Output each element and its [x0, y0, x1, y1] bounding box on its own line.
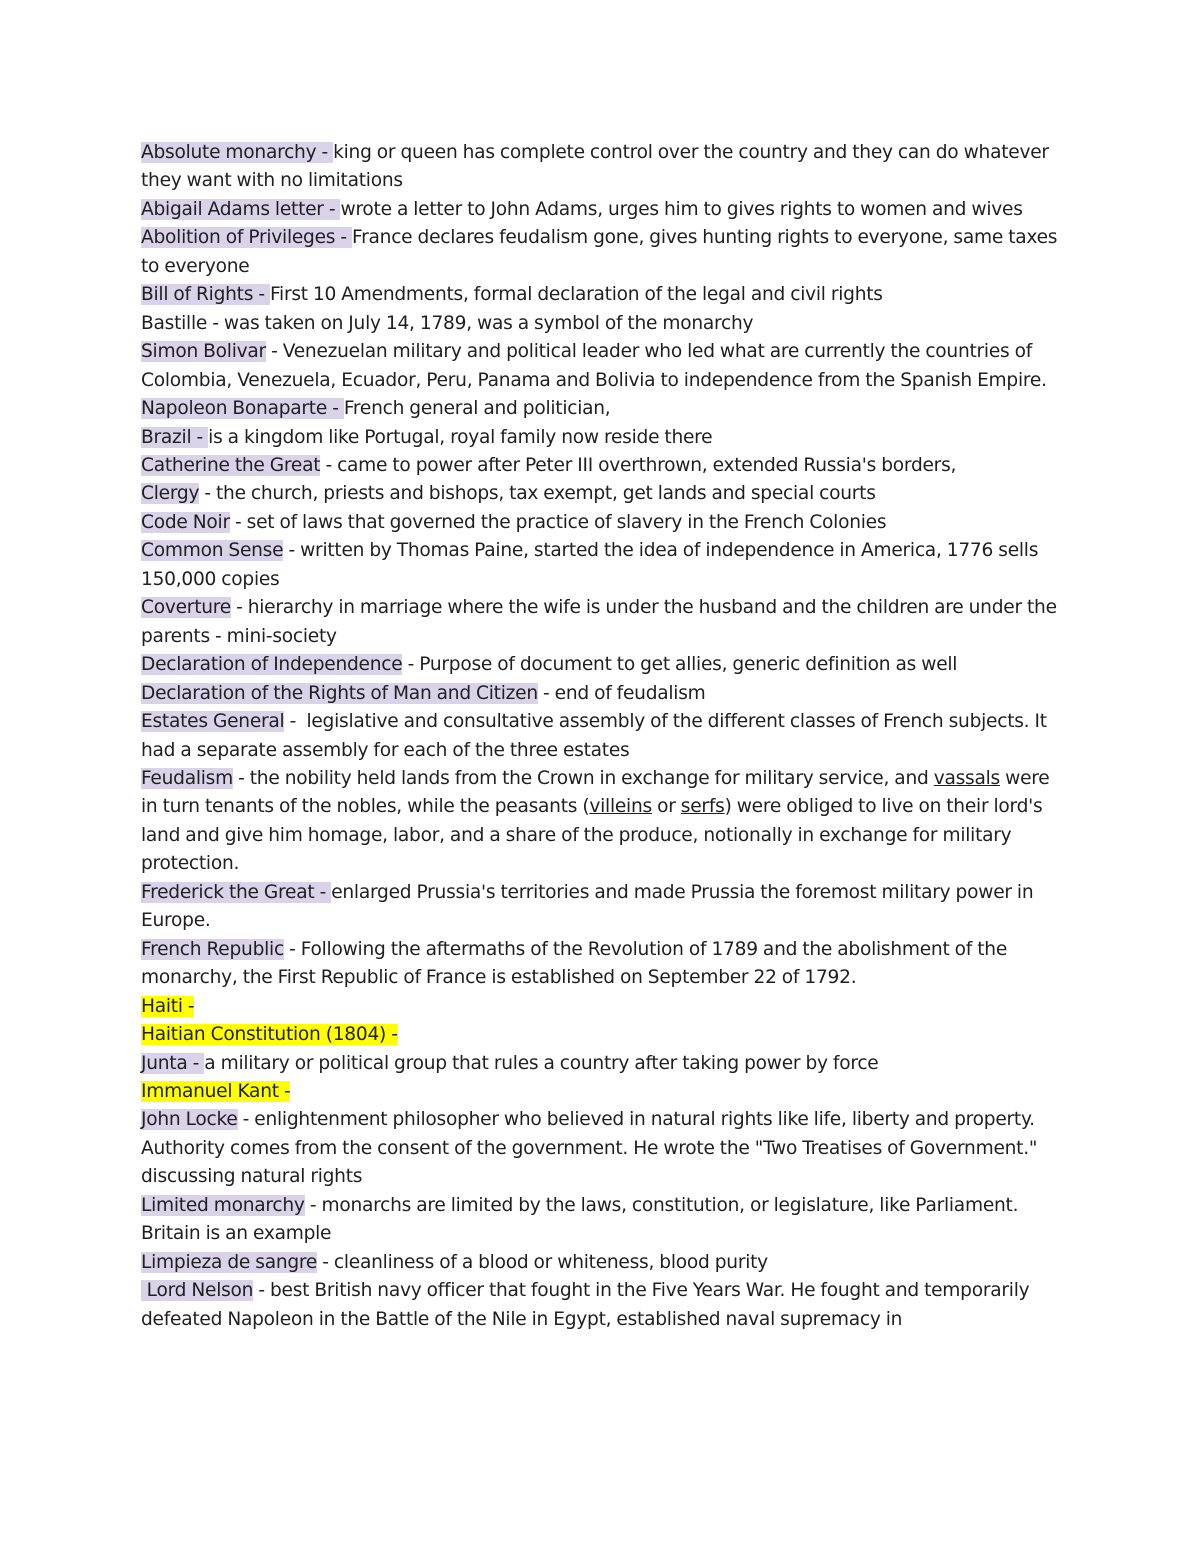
glossary-entry: Simon Bolivar - Venezuelan military and political leader who led what are currently the countries of Colombia, Venezuela, Ecuador, Peru, Panama and Bolivia to independence from the Spanish Empire.	[141, 341, 1047, 391]
glossary-term: Lord Nelson	[141, 1280, 254, 1302]
glossary-entry: Lord Nelson - best British navy officer that fought in the Five Years War. He fought and temporarily defeated Napoleon in the Battle of the Nile in Egypt, established naval supremacy in	[141, 1280, 1030, 1330]
glossary-definition: monarchs are limited by the laws, constitution, or legislature, like Parliament. Britain is an example	[141, 1194, 1019, 1245]
glossary-entry	[141, 1050, 1066, 1078]
glossary-entry: Limited monarchy - monarchs are limited by the laws, constitution, or legislature, like Parliament. Britain is an example	[141, 1194, 1019, 1245]
glossary-entry: Estates General - legislative and consultative assembly of the different classes of French subjects. It had a separate assembly for each of the three estates	[141, 711, 1047, 761]
glossary-entry: French Republic - Following the aftermaths of the Revolution of 1789 and the abolishment of the monarchy, the First Republic of France is established on September 22 of 1792.	[141, 938, 1008, 989]
glossary-term: French Republic	[141, 938, 284, 960]
glossary-term: Bill of Rights -	[141, 284, 270, 306]
glossary-term: John Locke	[141, 1109, 238, 1131]
glossary-term: Bastille -	[141, 312, 224, 334]
underlined-term: vassals	[933, 767, 1000, 789]
glossary-term: Simon Bolivar	[141, 341, 266, 363]
glossary-definition: end of feudalism	[554, 682, 706, 704]
glossary-definition: French general and politician,	[343, 398, 611, 420]
glossary-entry	[141, 1021, 1066, 1049]
glossary-definition: written by Thomas Paine, started the idea of independence in America, 1776 sells 150,000 copies	[141, 540, 1039, 590]
glossary-definition: was taken on July 14, 1789, was a symbol of the monarchy	[223, 312, 754, 334]
glossary-term: Immanuel Kant -	[141, 1080, 291, 1102]
glossary-definition: enlarged Prussia's territories and made Prussia the foremost military power in Europe.	[141, 881, 1034, 932]
glossary-term: Napoleon Bonaparte -	[141, 398, 344, 420]
glossary-entry: Clergy - the church, priests and bishops, tax exempt, get lands and special courts	[141, 483, 876, 505]
glossary-definition: First 10 Amendments, formal declaration of the legal and civil rights	[269, 284, 883, 306]
glossary-definition: a military or political group that rules a country after taking power by force	[204, 1052, 879, 1074]
glossary-entry	[141, 196, 1066, 224]
glossary-term: Haitian Constitution (1804) -	[141, 1024, 398, 1046]
glossary-entry: Coverture - hierarchy in marriage where the wife is under the husband and the children are under the parents - mini-society	[141, 597, 1057, 647]
glossary-entry: Common Sense - written by Thomas Paine, started the idea of independence in America, 1776 sells 150,000 copies	[141, 540, 1039, 590]
glossary-term: Estates General	[141, 711, 285, 733]
glossary-term: Haiti -	[141, 995, 195, 1017]
glossary-entry: Code Noir - set of laws that governed the practice of slavery in the French Colonies	[141, 511, 887, 533]
glossary-term: Absolute monarchy -	[141, 142, 334, 163]
glossary-term: Abolition of Privileges -	[141, 227, 353, 249]
glossary-term: Catherine the Great	[141, 454, 321, 476]
glossary-term: Coverture	[141, 597, 231, 619]
glossary-definition: best British navy officer that fought in the Five Years War. He fought and temporarily defeated Napoleon in the Battle of the Nile in Egypt, established naval supremacy in	[141, 1280, 1030, 1330]
glossary-term: Abigail Adams letter -	[141, 198, 341, 220]
glossary-term: Clergy	[141, 483, 200, 505]
glossary-entry: Catherine the Great - came to power after Peter III overthrown, extended Russia's borders,	[141, 454, 957, 476]
document-page	[141, 139, 1066, 1334]
glossary-term: Brazil -	[141, 426, 209, 448]
glossary-term: Frederick the Great -	[141, 881, 332, 903]
glossary-entry	[141, 139, 1066, 196]
glossary-entry: John Locke - enlightenment philosopher who believed in natural rights like life, liberty and property. Authority comes from the consent of the government. He wrote the "Two Treatises of Government." discussing natural rights	[141, 1109, 1038, 1188]
glossary-definition: Venezuelan military and political leader who led what are currently the countries of Colombia, Venezuela, Ecuador, Peru, Panama and Bolivia to independence from the Spanish Empire.	[141, 341, 1047, 391]
glossary-term: Limpieza de sangre	[141, 1251, 318, 1273]
glossary-definition: hierarchy in marriage where the wife is under the husband and the children are under the parents - mini-society	[141, 597, 1057, 647]
glossary-definition: Purpose of document to get allies, generic definition as well	[419, 654, 958, 676]
glossary-entry: Limpieza de sangre - cleanliness of a blood or whiteness, blood purity	[141, 1251, 768, 1273]
underlined-term: villeins	[589, 796, 652, 818]
glossary-entry	[141, 993, 1066, 1021]
glossary-entry	[141, 424, 1066, 452]
glossary-definition: the church, priests and bishops, tax exempt, get lands and special courts	[216, 483, 876, 505]
glossary-definition: came to power after Peter III overthrown, extended Russia's borders,	[337, 454, 957, 476]
glossary-definition: Following the aftermaths of the Revolution of 1789 and the abolishment of the monarchy, the First Republic of France is established on September 22 of 1792.	[141, 938, 1008, 989]
glossary-term: Junta -	[141, 1052, 205, 1074]
glossary-definition: cleanliness of a blood or whiteness, blood purity	[333, 1251, 768, 1273]
glossary-term: Code Noir	[141, 511, 230, 533]
glossary-term: Declaration of the Rights of Man and Citizen	[141, 682, 538, 704]
glossary-definition: the nobility held lands from the Crown in exchange for military service, and vassals were in turn tenants of the nobles, while the peasants (villeins or serfs) were obliged to live on their lord's land and give him homage, labor, and a share of the produce, notionally in exchange for military protection.	[141, 767, 1050, 875]
glossary-entry	[141, 224, 1066, 281]
glossary-definition: enlightenment philosopher who believed in natural rights like life, liberty and property. Authority comes from the consent of the government. He wrote the "Two Treatises of Government." discussing natural rights	[141, 1109, 1038, 1188]
glossary-entry	[141, 310, 1066, 338]
glossary-term: Limited monarchy	[141, 1194, 305, 1216]
glossary-definition: legislative and consultative assembly of the different classes of French subjects. It had a separate assembly for each of the three estates	[141, 711, 1047, 761]
glossary-entry: Feudalism - the nobility held lands from the Crown in exchange for military service, and vassals were in turn tenants of the nobles, while the peasants (villeins or serfs) were obliged to live on their lord's land and give him homage, labor, and a share of the produce, notionally in exchange for military protection.	[141, 767, 1050, 875]
glossary-definition: set of laws that governed the practice of slavery in the French Colonies	[246, 511, 887, 533]
glossary-entry	[141, 879, 1066, 936]
underlined-term: serfs	[680, 796, 725, 818]
glossary-entry	[141, 395, 1066, 423]
glossary-definition: wrote a letter to John Adams, urges him to gives rights to women and wives	[340, 198, 1023, 220]
glossary-term: Common Sense	[141, 540, 284, 562]
glossary-entry	[141, 281, 1066, 309]
glossary-definition: France declares feudalism gone, gives hunting rights to everyone, same taxes to everyone	[141, 227, 1058, 277]
glossary-term: Declaration of Independence	[141, 654, 403, 676]
glossary-entry: Declaration of Independence - Purpose of document to get allies, generic definition as well	[141, 654, 958, 676]
glossary-entry: Declaration of the Rights of Man and Citizen - end of feudalism	[141, 682, 706, 704]
glossary-definition: is a kingdom like Portugal, royal family now reside there	[208, 426, 713, 448]
glossary-entry	[141, 1078, 1066, 1106]
glossary-term: Feudalism	[141, 767, 233, 789]
glossary-definition: king or queen has complete control over the country and they can do whatever they want with no limitations	[141, 142, 1049, 192]
